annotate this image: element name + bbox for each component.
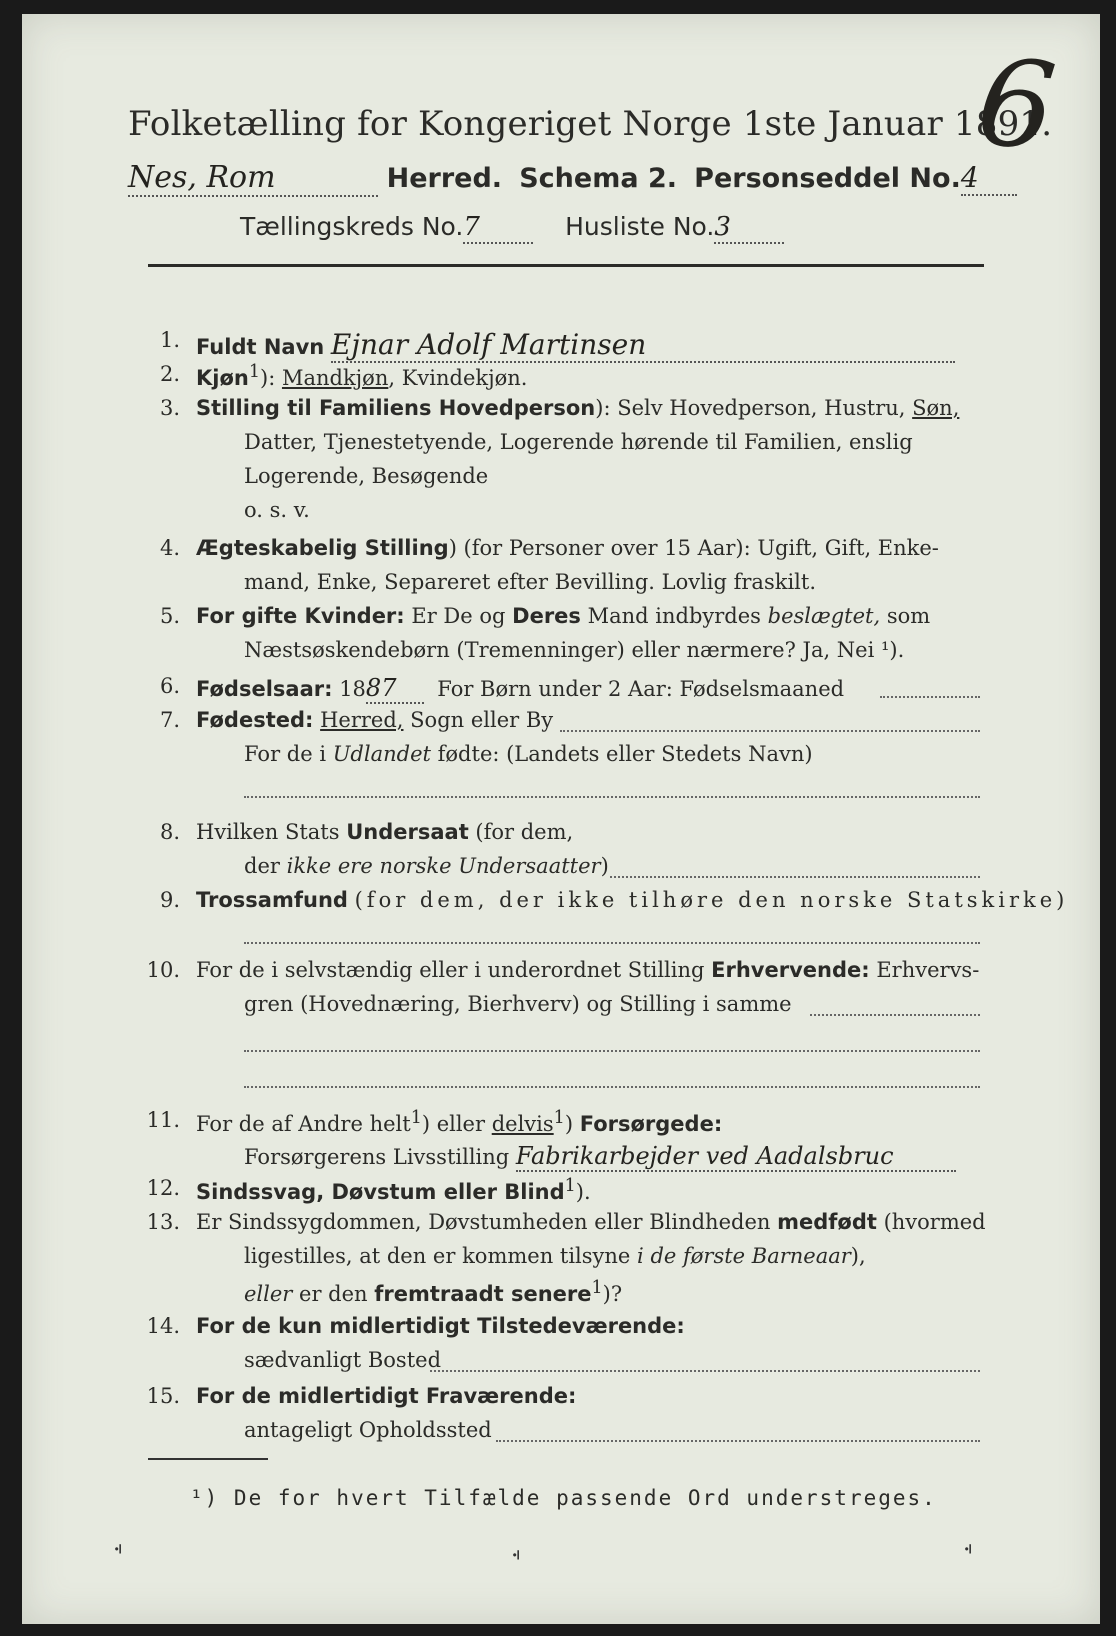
footnote-ref: 1 (248, 362, 260, 382)
footnote: ¹) De for hvert Tilfælde passende Ord understreges. (190, 1486, 937, 1510)
usual-residence-field (430, 1370, 980, 1372)
item-1-full-name (196, 328, 955, 363)
item-7-birthplace (196, 708, 553, 732)
item-number: 1. (159, 328, 180, 352)
q13-text-bold: fremtraadt senere (374, 1282, 592, 1306)
full-name-label: Fuldt Navn (196, 335, 325, 359)
full-name-answer: Ejnar Adolf Martinsen (331, 328, 955, 363)
item-3-line-4: o. s. v. (244, 498, 310, 522)
q13-text-italic: eller (244, 1282, 293, 1306)
provider-occupation-answer: Fabrikarbejder ved Aadalsbruc (516, 1142, 956, 1172)
item-14-temporary-present: For de kun midlertidigt Tilstedeværende: (196, 1314, 685, 1338)
religion-label: Trossamfund (196, 888, 348, 912)
religion-field (244, 942, 980, 944)
probable-residence-label: antageligt Opholdssted (244, 1418, 492, 1442)
item-number: 13. (146, 1210, 180, 1234)
q11-text-bold: Forsørgede: (579, 1112, 723, 1136)
q8-text: der (244, 854, 280, 878)
item-number: 10. (146, 958, 180, 982)
birth-month-field (880, 696, 980, 698)
herred-name-field: Nes, Rom (128, 160, 378, 197)
q10-text-bold: Erhvervende: (711, 958, 870, 982)
marital-options: ) (for Personer over 15 Aar): Ugift, Gift, Enke- (448, 536, 939, 560)
q10-text: For de i selvstændig eller i underordnet Stilling (196, 958, 705, 982)
header-divider (148, 264, 984, 267)
religion-text: (for dem, der ikke tilhøre den norske Statskirke) (354, 888, 1069, 912)
q13-text-italic: i de første Barneaar (637, 1244, 851, 1268)
herred-label: Herred. (386, 163, 503, 194)
q8-text: Hvilken Stats (196, 820, 340, 844)
item-number: 14. (146, 1314, 180, 1338)
birth-year-answer: 87 (366, 674, 424, 704)
usual-residence-label: sædvanligt Bosted (244, 1348, 442, 1372)
birth-month-label: For Børn under 2 Aar: Fødselsmaaned (437, 677, 845, 701)
item-10-occupation (196, 958, 979, 982)
q12-text: ). (575, 1180, 591, 1204)
marital-label: Ægteskabelig Stilling (196, 536, 449, 560)
husliste-number: 3 (714, 212, 784, 244)
q11-text: ) eller (421, 1112, 486, 1136)
q10-text: Erhvervs- (876, 958, 980, 982)
q5-text: som (886, 604, 931, 628)
item-number: 3. (159, 396, 180, 420)
item-number: 4. (159, 536, 180, 560)
item-15-temporary-absent: For de midlertidigt Fraværende: (196, 1384, 577, 1408)
q13-text: er den (299, 1282, 368, 1306)
probable-residence-field (496, 1440, 980, 1442)
item-number: 15. (146, 1384, 180, 1408)
item-7-line-2 (244, 742, 813, 766)
foreign-birthplace-field (244, 796, 980, 798)
item-12-disability: Sindssvag, Døvstum eller Blind$^1$). (196, 1176, 591, 1204)
occupation-field (810, 1014, 980, 1016)
q8-text-bold: Undersaat (346, 820, 469, 844)
provider-occupation-label: Forsørgerens Livsstilling (244, 1145, 510, 1169)
item-number: 2. (159, 362, 180, 386)
item-11-line-2 (244, 1142, 956, 1172)
q7-text-italic: Udlandet (332, 742, 431, 766)
item-13-line-2 (244, 1244, 866, 1268)
birth-year-prefix: 18 (339, 677, 366, 701)
item-2-sex: Kjøn$^1$): Mandkjøn, Kvindekjøn. (196, 362, 528, 390)
citizenship-field (610, 876, 980, 878)
item-10-line-2: gren (Hovednæring, Bierhverv) og Stilling i samme (244, 992, 792, 1016)
sex-label: Kjøn (196, 366, 249, 390)
item-8-line-2 (244, 854, 609, 878)
header-line-taellingskreds (240, 212, 784, 244)
q8-text: ) (600, 854, 609, 878)
birth-year-label: Fødselsaar: (196, 677, 333, 701)
item-5-line-2: Næstsøskendebørn (Tremenninger) eller nærmere? Ja, Nei ¹). (244, 638, 905, 662)
q13-text: ligestilles, at den er kommen tilsyne (244, 1244, 631, 1268)
q8-text: (for dem, (475, 820, 574, 844)
q5-text: Mand indbyrdes (587, 604, 761, 628)
q13-text: Er Sindssygdommen, Døvstumheden eller Blindheden (196, 1210, 771, 1234)
item-number: 11. (146, 1108, 180, 1132)
item-11-supported: For de af Andre helt$^1$) eller delvis$^1$) Forsørgede: (196, 1108, 723, 1136)
occupation-field-3 (244, 1086, 980, 1088)
q11-text: ) (564, 1112, 574, 1136)
item-9-religion (196, 888, 1068, 912)
birthplace-field (560, 730, 980, 732)
item-number: 6. (159, 674, 180, 698)
item-4-marital (196, 536, 939, 560)
page-number-handwritten: 6 (970, 32, 1062, 179)
q7-text: fødte: (Landets eller Stedets Navn) (437, 742, 813, 766)
sex-male-underlined: Mandkjøn (281, 366, 389, 390)
taellingskreds-number: 7 (463, 212, 533, 244)
q8-text-italic: ikke ere norske Undersaatter (286, 854, 601, 878)
item-number: 5. (159, 604, 180, 628)
husliste-label: Husliste No. (565, 212, 715, 241)
birthplace-options: Sogn eller By (410, 708, 554, 732)
q5-text: Er De og (411, 604, 506, 628)
q11-text: For de af Andre helt (196, 1112, 411, 1136)
q13-text-bold: medfødt (777, 1210, 877, 1234)
header-line-herred (128, 160, 1017, 197)
married-women-label: For gifte Kvinder: (196, 604, 405, 628)
item-8-citizenship (196, 820, 573, 844)
family-position-options: ): Selv Hovedperson, Hustru, (595, 396, 906, 420)
q5-text-italic: beslægtet, (767, 604, 881, 628)
item-13-line-3: eller er den fremtraadt senere$^1$)? (244, 1278, 623, 1306)
q5-text-bold: Deres (512, 604, 581, 628)
item-3-line-2: Datter, Tjenestetyende, Logerende hørende til Familien, enslig (244, 430, 913, 454)
item-4-line-2: mand, Enke, Separeret efter Bevilling. Lovlig fraskilt. (244, 570, 817, 594)
disability-label: Sindssvag, Døvstum eller Blind (196, 1180, 565, 1204)
option-delvis-underlined: delvis (491, 1112, 554, 1136)
personseddel-label: Personseddel No. (694, 163, 961, 194)
item-3-line-3: Logerende, Besøgende (244, 464, 489, 488)
item-13-congenital (196, 1210, 986, 1234)
census-form-sheet (22, 14, 1100, 1624)
q13-text: )? (602, 1282, 623, 1306)
birthplace-label: Fødested: (196, 708, 314, 732)
item-number: 8. (159, 820, 180, 844)
taellingskreds-label: Tællingskreds No. (240, 212, 464, 241)
footnote-divider (148, 1458, 268, 1460)
q13-text: (hvormed (883, 1210, 986, 1234)
option-herred-underlined: Herred, (320, 708, 404, 732)
item-number: 12. (146, 1176, 180, 1200)
item-6-birth-year (196, 674, 844, 704)
form-title: Folketælling for Kongeriget Norge 1ste Januar 1891. (128, 104, 1053, 144)
item-3-family-position (196, 396, 959, 420)
sex-female: , Kvindekjøn. (388, 366, 528, 390)
item-5-married-women (196, 604, 930, 628)
item-number: 7. (159, 708, 180, 732)
q7-text: For de i (244, 742, 327, 766)
occupation-field-2 (244, 1050, 980, 1052)
family-position-label: Stilling til Familiens Hovedperson (196, 396, 596, 420)
option-son-underlined: Søn, (912, 396, 960, 420)
item-number: 9. (159, 888, 180, 912)
schema-label: Schema 2. (519, 163, 677, 194)
q13-text: ), (850, 1244, 866, 1268)
personseddel-number: 4 (961, 161, 1017, 196)
